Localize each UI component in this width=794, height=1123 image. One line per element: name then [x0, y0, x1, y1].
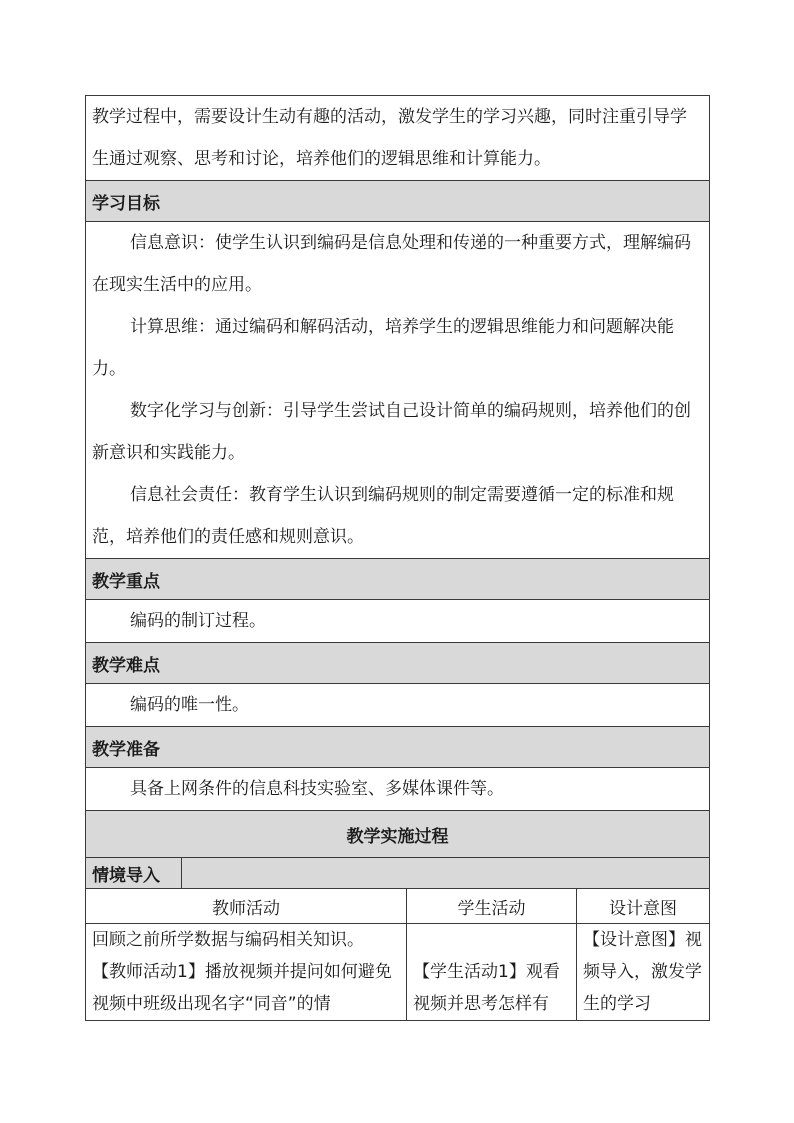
design-intent-text: 【设计意图】视频导入，激发学生的学习	[583, 930, 702, 1014]
column-student: 学生活动	[407, 889, 577, 924]
student-activity-cell	[407, 924, 577, 1021]
key-point-body-row	[86, 600, 710, 643]
objective-item: 数字化学习与创新：引导学生尝试自己设计简单的编码规则，培养他们的创新意识和实践能力。	[92, 401, 691, 463]
process-header-row	[86, 811, 710, 858]
lesson-plan-document	[85, 95, 709, 1021]
key-point-header-row	[86, 559, 710, 600]
activity-row	[86, 924, 710, 1021]
preparation-content: 具备上网条件的信息科技实验室、多媒体课件等。	[130, 779, 504, 799]
difficulty-body-row	[86, 684, 710, 727]
preparation-body-row	[86, 768, 710, 811]
preparation-text	[86, 768, 710, 811]
objectives-list	[86, 222, 710, 559]
difficulty-heading: 教学难点	[86, 643, 710, 684]
difficulty-header-row	[86, 643, 710, 684]
column-design: 设计意图	[577, 889, 710, 924]
section-heading: 情境导入	[86, 858, 182, 889]
teacher-activity-1: 【教师活动1】播放视频并提问如何避免视频中班级出现名字“同音”的情	[92, 962, 392, 1014]
design-intent-cell	[577, 924, 710, 1021]
objective-item: 计算思维：通过编码和解码活动，培养学生的逻辑思维能力和问题解决能力。	[92, 317, 674, 379]
objectives-header-row	[86, 181, 710, 222]
teacher-activity-cell	[86, 924, 407, 1021]
preparation-heading: 教学准备	[86, 727, 710, 768]
section-row	[86, 858, 710, 889]
preparation-header-row	[86, 727, 710, 768]
key-point-heading: 教学重点	[86, 559, 710, 600]
lesson-plan-table	[85, 95, 710, 1021]
key-point-content: 编码的制订过程。	[130, 611, 266, 631]
section-filler	[182, 858, 710, 889]
column-header-row	[86, 889, 710, 924]
difficulty-text	[86, 684, 710, 727]
objective-item: 信息意识：使学生认识到编码是信息处理和传递的一种重要方式，理解编码在现实生活中的应用。	[92, 233, 691, 295]
column-teacher: 教师活动	[86, 889, 407, 924]
difficulty-content: 编码的唯一性。	[130, 695, 249, 715]
teacher-activity-review: 回顾之前所学数据与编码相关知识。	[92, 930, 364, 950]
objectives-body-row	[86, 222, 710, 559]
student-activity-1: 【学生活动1】观看视频并思考怎样有	[413, 962, 560, 1014]
objective-item: 信息社会责任：教育学生认识到编码规则的制定需要遵循一定的标准和规范，培养他们的责任感和规则意识。	[92, 485, 674, 547]
objectives-heading: 学习目标	[86, 181, 710, 222]
intro-text: 教学过程中，需要设计生动有趣的活动，激发学生的学习兴趣，同时注重引导学生通过观察、思考和讨论，培养他们的逻辑思维和计算能力。	[86, 96, 710, 181]
key-point-text	[86, 600, 710, 643]
process-heading: 教学实施过程	[86, 811, 710, 858]
intro-row	[86, 96, 710, 181]
